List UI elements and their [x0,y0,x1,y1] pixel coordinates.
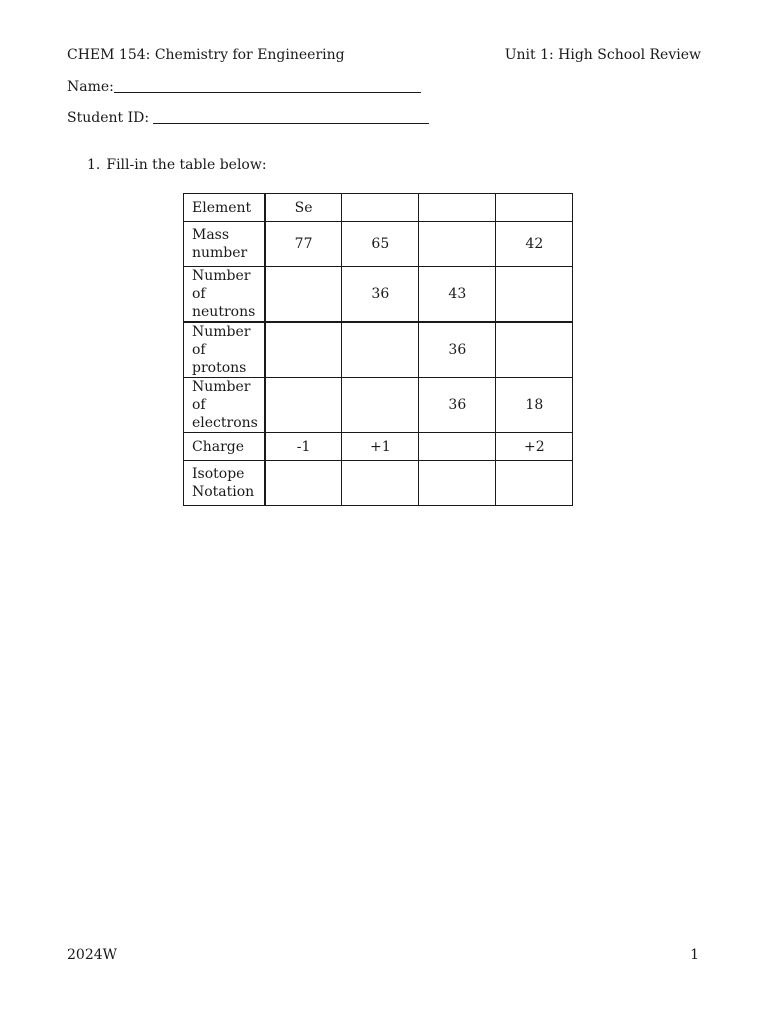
table-cell[interactable]: Se [265,194,342,222]
table-row-neutrons [184,267,573,323]
row-label: Charge [184,433,265,461]
footer-term: 2024W [67,947,118,963]
student-id-field[interactable] [67,109,429,126]
table-cell[interactable]: 42 [496,222,573,267]
table-cell[interactable]: 18 [496,378,573,433]
question-1 [87,157,267,173]
table-cell[interactable] [342,194,419,222]
table-cell[interactable] [496,322,573,378]
page-number: 1 [690,947,699,963]
table-row-protons [184,322,573,378]
table-row-electrons [184,378,573,433]
row-label: Element [184,194,265,222]
table-row-charge [184,433,573,461]
table-row-isotope-notation [184,461,573,506]
table-cell[interactable] [342,378,419,433]
table-cell[interactable] [265,322,342,378]
table-cell[interactable] [419,194,496,222]
table-cell[interactable] [265,378,342,433]
question-number: 1. [87,157,101,173]
row-label: Mass number [184,222,265,267]
element-table [183,193,573,506]
table-cell[interactable]: 36 [419,322,496,378]
row-label: Isotope Notation [184,461,265,506]
row-label: Number of protons [184,322,265,378]
table-row-element [184,194,573,222]
table-cell[interactable] [265,461,342,506]
table-cell[interactable]: 77 [265,222,342,267]
table-cell[interactable]: +1 [342,433,419,461]
table-row-mass-number [184,222,573,267]
name-label: Name: [67,79,114,95]
table-cell[interactable]: 36 [419,378,496,433]
table-cell[interactable]: 36 [342,267,419,323]
name-field[interactable] [67,78,421,95]
name-blank-line[interactable] [114,78,421,93]
table-cell[interactable] [496,461,573,506]
table-cell[interactable] [265,267,342,323]
table-cell[interactable] [419,461,496,506]
unit-title: Unit 1: High School Review [504,47,701,63]
table-cell[interactable] [342,322,419,378]
table-cell[interactable] [419,222,496,267]
question-text: Fill-in the table below: [106,157,267,173]
table-cell[interactable]: 43 [419,267,496,323]
table-cell[interactable]: +2 [496,433,573,461]
student-id-blank-line[interactable] [153,109,429,124]
row-label: Number of neutrons [184,267,265,323]
table-cell[interactable] [342,461,419,506]
student-id-label: Student ID: [67,110,150,126]
table-cell[interactable] [496,194,573,222]
row-label: Number of electrons [184,378,265,433]
table-cell[interactable]: -1 [265,433,342,461]
table-cell[interactable] [496,267,573,323]
table-cell[interactable]: 65 [342,222,419,267]
course-title: CHEM 154: Chemistry for Engineering [67,47,345,63]
table-cell[interactable] [419,433,496,461]
